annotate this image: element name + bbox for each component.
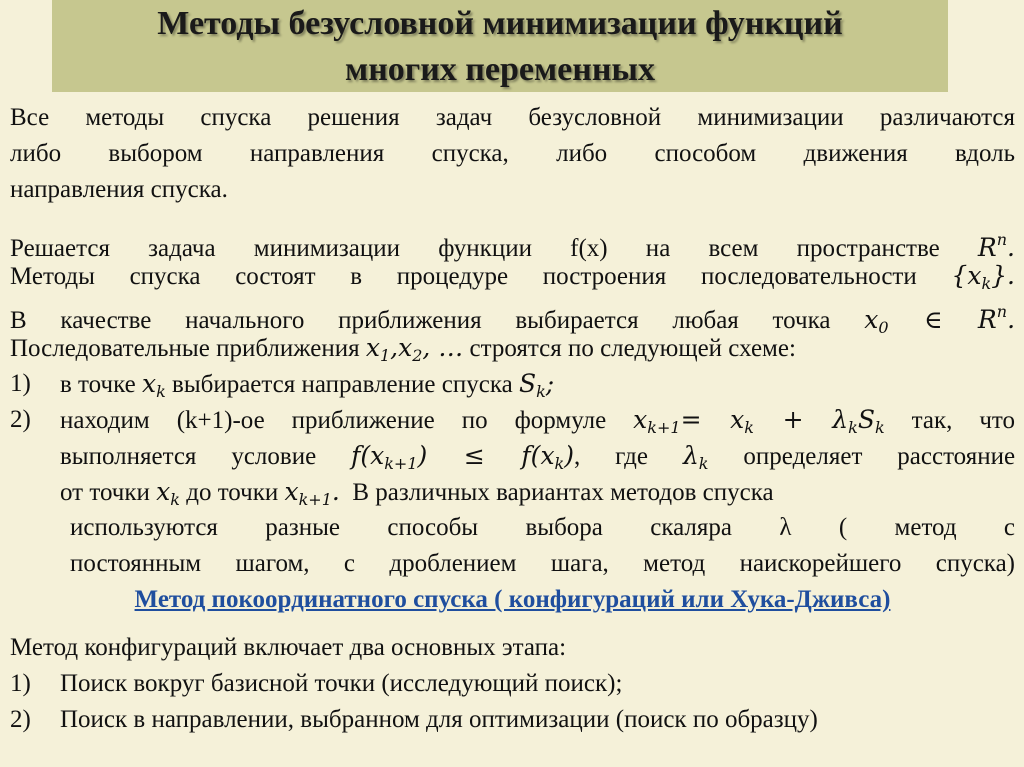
slide-title-line-2: многих переменных bbox=[345, 51, 655, 88]
problem-line-2 bbox=[10, 258, 1015, 294]
config-item-2-text: Поиск в направлении, выбранном для оптимизации (поиск по образцу) bbox=[60, 706, 818, 733]
intro-line-1: Все методы спуска решения задач безусловной минимизации различаются bbox=[10, 104, 1015, 131]
problem-text-3: В качестве начального приближения выбирается любая точка bbox=[10, 307, 831, 334]
step-2-line-5: постоянным шагом, с дроблением шага, метод наискорейшего спуска) bbox=[70, 550, 1015, 577]
math-xk: $x_k$ bbox=[141, 369, 166, 401]
problem-line-1 bbox=[10, 222, 1015, 262]
slide-body bbox=[10, 100, 1015, 738]
step-1-text-a: в точке bbox=[60, 371, 136, 398]
problem-text-2: Методы спуска состоят в процедуре построения последовательности bbox=[10, 263, 917, 290]
config-item-1 bbox=[10, 666, 1015, 702]
math-x0-in-Rn: $x_0$ ∈ $R^n$. bbox=[864, 302, 1016, 337]
step-2-number: 2) bbox=[10, 406, 31, 433]
step-2-text-e: определяет расстояние bbox=[743, 443, 1016, 470]
problem-line-4 bbox=[10, 330, 1015, 366]
config-item-2 bbox=[10, 702, 1015, 738]
problem-text-1: Решается задача минимизации функции f(x) на всем пространстве bbox=[10, 235, 940, 262]
step-2-line-1-body bbox=[60, 402, 1015, 446]
step-2-text-c: выполняется условие bbox=[60, 443, 317, 470]
step-2-text-b: так, что bbox=[911, 407, 1016, 434]
method-heading-link[interactable]: Метод покоординатного спуска ( конфигураций или Хука-Дживса) bbox=[134, 586, 891, 613]
problem-text-4a: Последовательные приближения bbox=[10, 335, 360, 362]
step-1-number: 1) bbox=[10, 370, 31, 397]
math-sequence-xk: $\{x_k\}$. bbox=[951, 261, 1015, 293]
step-2-text-d: , где bbox=[574, 443, 649, 470]
math-descent-condition: $f(x_{k+1}) \le f(x_k)$ bbox=[351, 441, 575, 473]
problem-text-4b: строятся по следующей схеме: bbox=[469, 335, 796, 362]
math-xk-2: $x_k$ bbox=[156, 477, 180, 509]
config-item-1-number: 1) bbox=[10, 670, 31, 697]
config-item-1-text: Поиск вокруг базисной точки (исследующий поиск); bbox=[60, 670, 623, 697]
step-1-text-b: выбирается направление спуска bbox=[172, 371, 513, 398]
problem-line-3 bbox=[10, 294, 1016, 337]
config-item-2-number: 2) bbox=[10, 706, 31, 733]
step-2-text-f: от точки bbox=[60, 479, 150, 506]
title-band bbox=[52, 0, 948, 92]
intro-line-3: направления спуска. bbox=[10, 176, 228, 203]
math-x1-x2: $x_1,x_2$, … bbox=[365, 333, 464, 365]
step-2-line-3 bbox=[60, 474, 1015, 510]
config-intro: Метод конфигураций включает два основных этапа: bbox=[10, 634, 567, 661]
step-1 bbox=[10, 366, 1015, 402]
math-lambda-k: $\lambda_k$ bbox=[682, 441, 709, 473]
step-2-text-g: до точки bbox=[186, 479, 279, 506]
slide-title-line-1: Методы безусловной минимизации функций bbox=[157, 5, 843, 42]
step-2-text-a: находим (k+1)-ое приближение по формуле bbox=[60, 407, 607, 434]
math-space-Rn: $R^n$. bbox=[977, 230, 1015, 262]
step-2-text-h: В различных вариантах методов спуска bbox=[352, 479, 774, 506]
intro-line-2: либо выбором направления спуска, либо способом движения вдоль bbox=[10, 140, 1015, 167]
math-xk1: $x_{k+1}$. bbox=[284, 477, 340, 509]
step-2-line-4: используются разные способы выбора скаляра λ ( метод с bbox=[70, 514, 1015, 541]
math-Sk: $S_k$; bbox=[518, 369, 555, 401]
math-update-formula: $x_{k+1}= x_k + \lambda_kS_k$ bbox=[633, 405, 885, 437]
step-2-line-1 bbox=[10, 402, 1015, 438]
